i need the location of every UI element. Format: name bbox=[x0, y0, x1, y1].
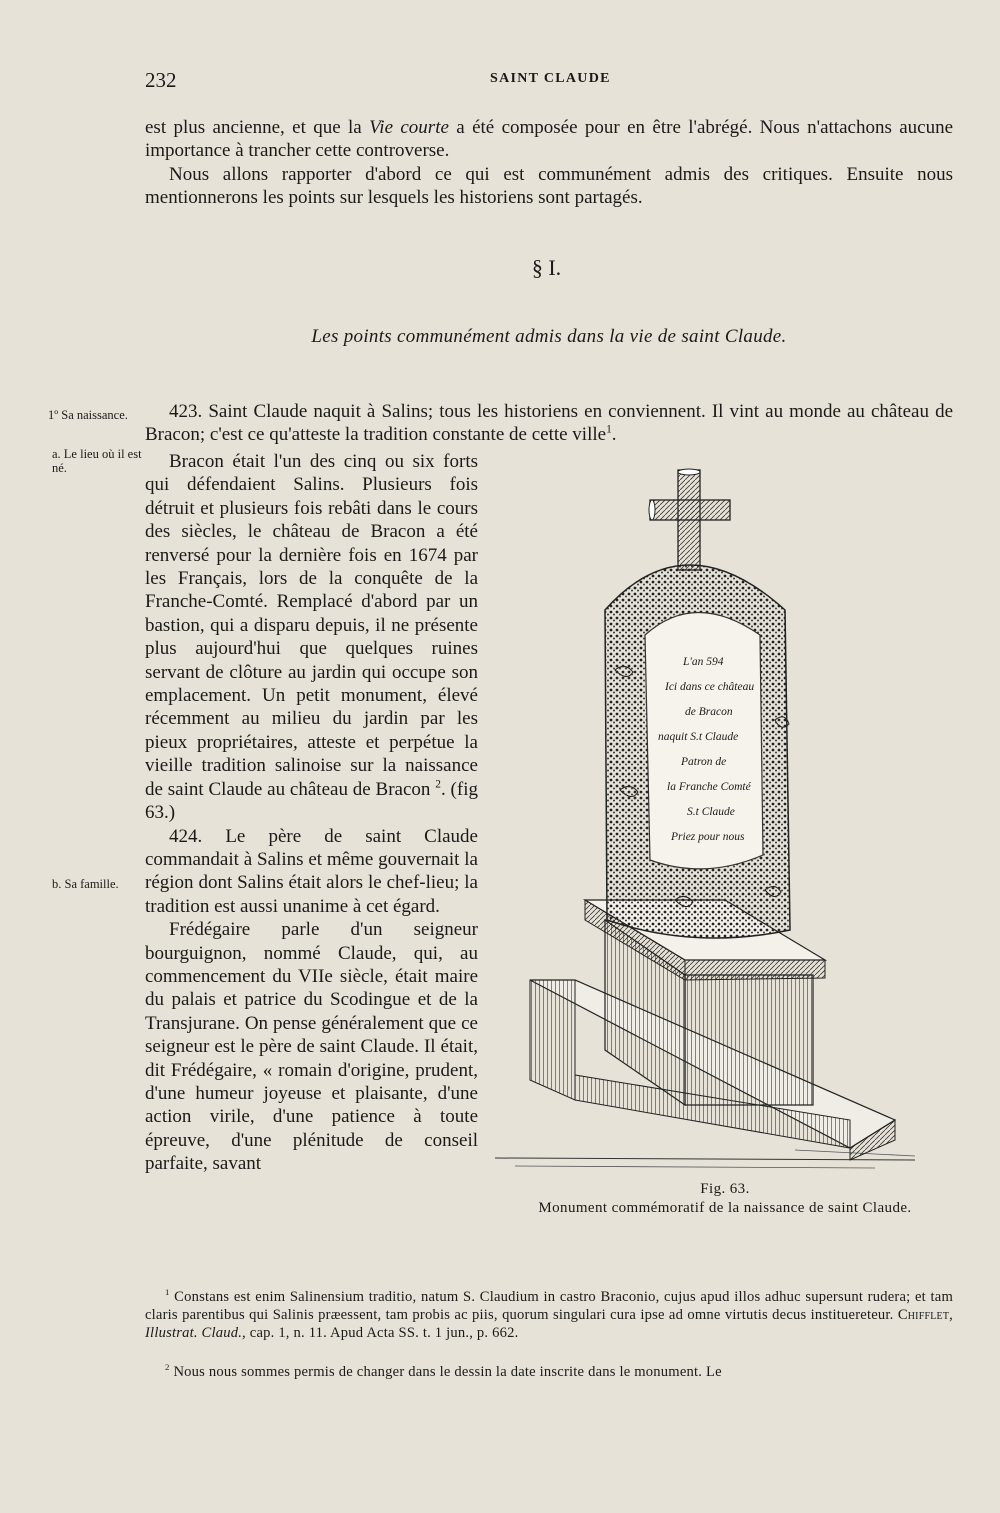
margin-note-birth: 1º Sa naissance. bbox=[48, 408, 128, 422]
inscription-line: L'an 594 bbox=[683, 656, 724, 668]
intro-paragraph-1: est plus ancienne, et que la Vie courte a été composée pour en être l'abrégé. Nous n'attachons aucune importance à trancher cette controverse. bbox=[145, 117, 953, 162]
footnote-ref-1[interactable]: 1 bbox=[606, 424, 612, 437]
monument-drawing bbox=[495, 460, 935, 1180]
page-number: 232 bbox=[145, 68, 177, 92]
margin-note-family: b. Sa famille. bbox=[52, 877, 119, 891]
inscription-line: Patron de bbox=[681, 756, 727, 768]
figure-caption: Monument commémoratif de la naissance de saint Claude. bbox=[538, 1200, 912, 1216]
inscription-line: Ici dans ce château bbox=[665, 681, 755, 693]
inscription-line: la Franche Comté bbox=[667, 781, 751, 793]
intro-block bbox=[145, 116, 953, 210]
figure-caption-block bbox=[520, 1180, 930, 1218]
section-heading: § I. bbox=[531, 255, 562, 280]
footnote-ref-2[interactable]: 2 bbox=[435, 778, 441, 791]
inscription-line: Priez pour nous bbox=[671, 831, 745, 843]
inscription-line: S.t Claude bbox=[687, 806, 735, 818]
footnote-2: $^2$ Nous nous sommes permis de changer dans le dessin la date inscrite dans le monument. Le bbox=[165, 1362, 722, 1380]
cross bbox=[649, 469, 730, 570]
monument-illustration bbox=[495, 460, 935, 1180]
intro-paragraph-2: Nous allons rapporter d'abord ce qui est communément admis des critiques. Ensuite nous mentionnerons les points sur lesquels les historiens sont partagés. bbox=[145, 163, 953, 209]
section-subtitle: Les points communément admis dans la vie de saint Claude. bbox=[311, 326, 787, 347]
paragraph-bracon: Bracon était l'un des cinq ou six forts qui défendaient Salins. Plusieurs fois détruit et plusieurs fois rebâti dans le cours des siècles, le château de Bracon a été renversé pour la dernière fois en 1674 par les Français, lors de la conquête de la Franche-Comté. Remplacé d'abord par un bastion, qui a disparu depuis, il ne présente plus aujourd'hui que quelques ruines servant de clôture au jardin qui occupe son emplacement. Un petit monument, élevé récemment au milieu du jardin par les pieux propriétaires, atteste et perpétue la vieille tradition salinoise sur la naissance de saint Claude au château de Bracon $^2$. (fig 63.) bbox=[145, 451, 478, 824]
figure-label: Fig. 63. bbox=[700, 1181, 750, 1197]
running-title: SAINT CLAUDE bbox=[490, 71, 611, 86]
paragraph-424: 424. Le père de saint Claude commandait à Salins et même gouvernait la région dont Salins était alors le chef-lieu; la tradition est aussi unanime à cet égard. bbox=[145, 825, 478, 917]
ivy-stele bbox=[605, 565, 790, 938]
inscription-line: de Bracon bbox=[685, 706, 733, 718]
left-column-text bbox=[145, 450, 478, 1176]
footnote-1: $^1$ Constans est enim Salinensium traditio, natum S. Claudium in castro Braconio, cujus apud illos adhuc supersunt rudera; et tam claris parentibus qui Salinis præessent, tam probis ac piis, quorum singulari cura ipse ad omne virtutis decus instituereteur. Chifflet, Illustrat. Claud., cap. 1, n. 11. Apud Acta SS. t. 1 jun., p. 662. bbox=[145, 1287, 953, 1341]
margin-note-birthplace: a. Le lieu où il est né. bbox=[52, 447, 142, 475]
paragraph-423: 423. Saint Claude naquit à Salins; tous les historiens en conviennent. Il vint au monde au château de Bracon; c'est ce qu'atteste la tradition constante de cette ville$^1$. bbox=[145, 401, 953, 446]
paragraph-fredegaire: Frédégaire parle d'un seigneur bourguignon, nommé Claude, qui, au commencement du VIIe siècle, était maire du palais et patrice du Scodingue et de la Transjurane. On pense généralement que ce seigneur est le père de saint Claude. Il était, dit Frédégaire, « romain d'origine, prudent, d'une humeur joyeuse et plaisante, d'une action virile, d'une patience à toute épreuve, d'une plénitude de conseil parfaite, savant bbox=[145, 919, 478, 1175]
inscription-line: naquit S.t Claude bbox=[658, 731, 739, 743]
